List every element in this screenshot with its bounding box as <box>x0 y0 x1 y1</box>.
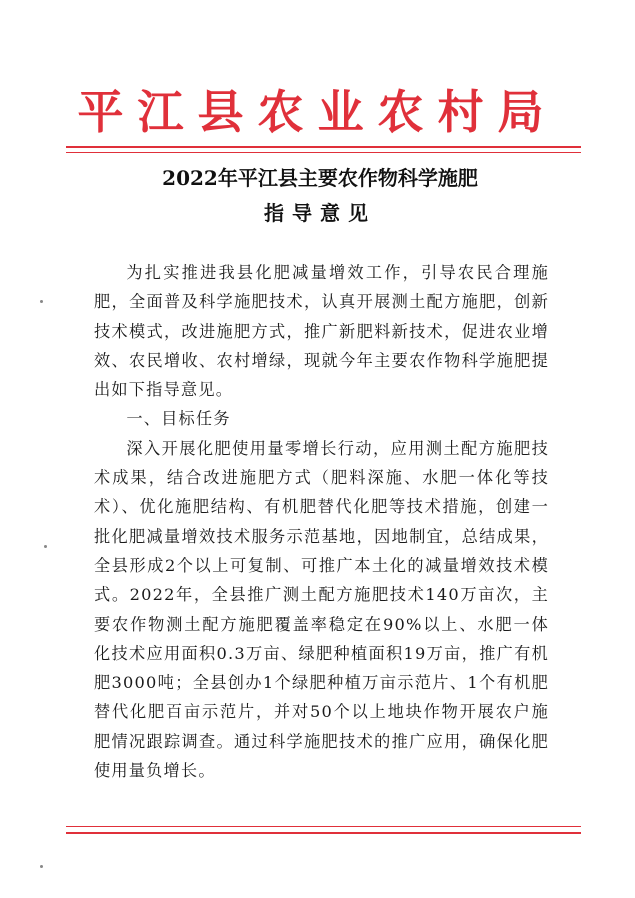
objectives-paragraph: 深入开展化肥使用量零增长行动，应用测土配方施肥技术成果，结合改进施肥方式（肥料深施、水肥一体化等技术）、优化施肥结构、有机肥替代化肥等技术措施，创建一批化肥减量增效技术服务示范基地，因地制宜，总结成果，全县形成2个以上可复制、可推广本土化的减量增效技术模式。2022年，全县推广测土配方施肥技术140万亩次，主要农作物测土配方施肥覆盖率稳定在90%以上、水肥一体化技术应用面积0.3万亩、绿肥种植面积19万亩，推广有机肥3000吨；全县创办1个绿肥种植万亩示范片、1个有机肥替代化肥百亩示范片，并对50个以上地块作物开展农户施肥情况跟踪调查。通过科学施肥技术的推广应用，确保化肥使用量负增长。 <box>94 438 549 781</box>
document-title-line-1: 2022年平江县主要农作物科学施肥 <box>162 166 478 190</box>
document-title-line-2: 指导意见 <box>264 201 376 225</box>
intro-paragraph: 为扎实推进我县化肥减量增效工作，引导农民合理施肥，全面普及科学施肥技术，认真开展测土配方施肥，创新技术模式，改进施肥方式，推广新肥料新技术，促进农业增效、农民增收、农村增绿，现就今年主要农作物科学施肥提出如下指导意见。 <box>94 263 549 400</box>
issuing-authority-header: 平江县农业农村局 <box>77 85 558 139</box>
scan-speck <box>40 865 43 868</box>
document-body <box>94 258 549 785</box>
header-red-rule-thin <box>66 152 581 153</box>
header-red-rule-thick <box>66 146 581 148</box>
scan-speck <box>40 300 43 303</box>
footer-red-rule-thin <box>66 826 581 827</box>
footer-red-rule-thick <box>66 832 581 834</box>
scan-speck <box>44 545 47 548</box>
section-heading-objectives: 一、目标任务 <box>126 409 231 429</box>
